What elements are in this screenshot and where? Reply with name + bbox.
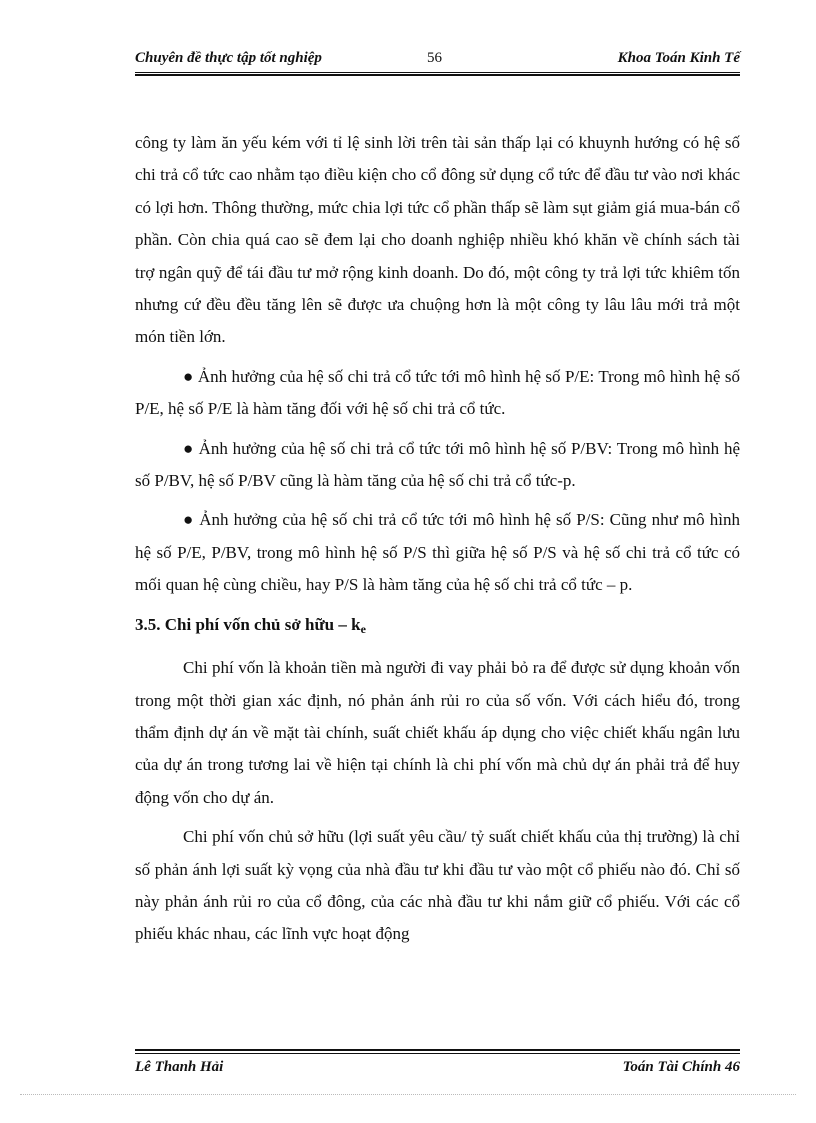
paragraph-cost-of-equity: Chi phí vốn chủ sở hữu (lợi suất yêu cầu/ tỷ suất chiết khấu của thị trường) là chỉ số phản ánh lợi suất kỳ vọng của nhà đầu tư khi đầu tư vào một cổ phiếu nào đó. Chỉ số này phản ánh rủi ro của cổ đông, của các nhà đầu tư khi nắm giữ cổ phiếu. Với các cổ phiếu khác nhau, các lĩnh vực hoạt động: [135, 827, 740, 944]
page-header: [135, 48, 740, 72]
header-page-number: 56: [427, 50, 442, 66]
section-heading-text: 3.5. Chi phí vốn chủ sở hữu – k: [135, 614, 361, 634]
footer-rule-thick: [135, 1049, 740, 1051]
paragraph-cost-of-capital: Chi phí vốn là khoản tiền mà người đi vay phải bỏ ra để được sử dụng khoản vốn trong một thời gian xác định, nó phản ánh rủi ro của số vốn. Với cách hiểu đó, trong thẩm định dự án về mặt tài chính, suất chiết khấu áp dụng cho việc chiết khấu ngân lưu của dự án trong tương lai về hiện tại chính là chi phí vốn mà chủ dự án phải trả để huy động vốn cho dự án.: [135, 658, 740, 807]
section-heading-subscript: e: [360, 621, 366, 636]
header-faculty: Khoa Toán Kinh Tế: [617, 50, 740, 66]
footer-class: Toán Tài Chính 46: [622, 1059, 740, 1075]
paragraph-dividend-policy: công ty làm ăn yếu kém với tỉ lệ sinh lời trên tài sản thấp lại có khuynh hướng có hệ số chi trả cổ tức cao nhằm tạo điều kiện cho cổ đông sử dụng cổ tức để đầu tư vào nơi khác có lợi hơn. Thông thường, mức chia lợi tức cổ phần thấp sẽ làm sụt giảm giá mua-bán cổ phần. Còn chia quá cao sẽ đem lại cho doanh nghiệp nhiều khó khăn về chính sách tài trợ ngân quỹ để tái đầu tư mở rộng kinh doanh. Do đó, một công ty trả lợi tức khiêm tốn nhưng cứ đều đều tăng lên sẽ được ưa chuộng hơn là một công ty lâu lâu mới trả một món tiền lớn.: [135, 133, 740, 347]
header-document-title: Chuyên đề thực tập tốt nghiệp: [135, 50, 322, 66]
header-rule: [135, 72, 740, 73]
page-bottom-divider: [20, 1094, 796, 1095]
footer-rule: [135, 1053, 740, 1054]
page-body: [135, 127, 740, 951]
bullet-ps-ratio: ● Ảnh hưởng của hệ số chi trả cổ tức tới mô hình hệ số P/S: Cũng như mô hình hệ số P/E, P/BV, trong mô hình hệ số P/S thì giữa hệ số P/S và hệ số chi trả cổ tức có mối quan hệ cùng chiều, hay P/S là hàm tăng của hệ số chi trả cổ tức – p.: [135, 510, 740, 595]
section-heading: [135, 609, 740, 645]
footer-author: Lê Thanh Hải: [135, 1059, 224, 1075]
bullet-pbv-ratio: ● Ảnh hưởng của hệ số chi trả cổ tức tới mô hình hệ số P/BV: Trong mô hình hệ số P/BV, hệ số P/BV cũng là hàm tăng của hệ số chi trả cổ tức-p.: [135, 438, 740, 491]
page-footer: [135, 1049, 740, 1077]
header-rule-thick: [135, 74, 740, 76]
bullet-pe-ratio: ● Ảnh hưởng của hệ số chi trả cổ tức tới mô hình hệ số P/E: Trong mô hình hệ số P/E, hệ số P/E là hàm tăng đối với hệ số chi trả cổ tức.: [135, 366, 740, 419]
